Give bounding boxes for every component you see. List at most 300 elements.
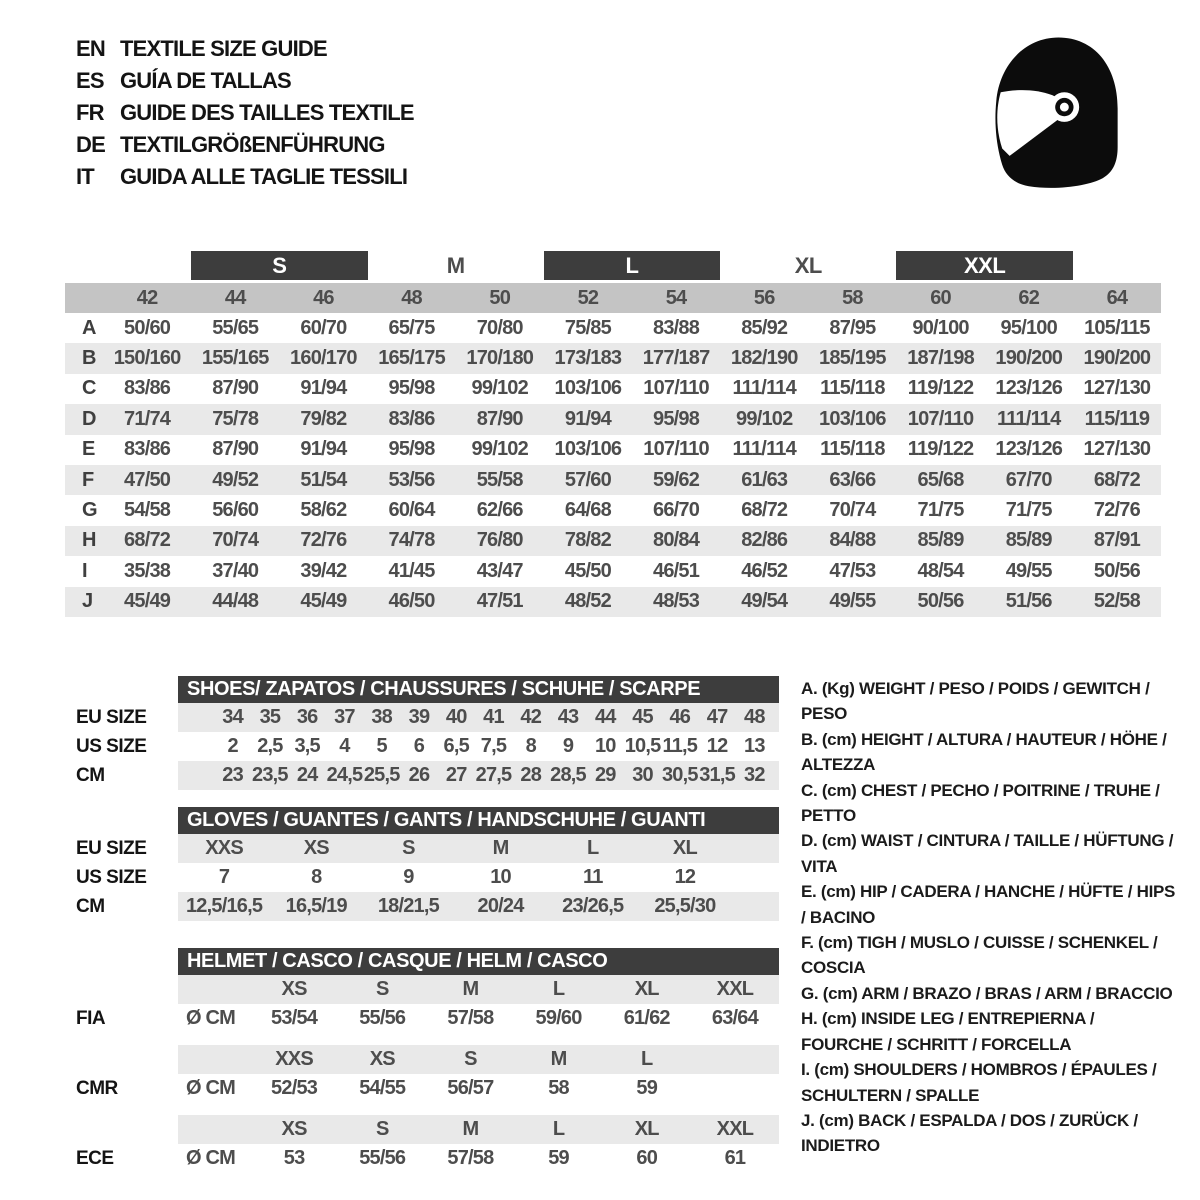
legend-item: J. (cm) BACK / ESPALDA / DOS / ZURÜCK / INDIETRO	[801, 1110, 1138, 1156]
size-value: 52/58	[1093, 590, 1140, 613]
row-label	[65, 1115, 178, 1144]
size-value: 29	[594, 764, 616, 786]
size-value: 49/54	[741, 590, 788, 613]
size-value: 80/84	[653, 529, 700, 552]
language-label: GUÍA DE TALLAS	[120, 68, 291, 93]
legend-item: B. (cm) HEIGHT / ALTURA / HAUTEUR / HÖHE / ALTEZZA	[801, 729, 1167, 775]
size-value: 115/119	[1084, 407, 1150, 430]
size-value: 13	[744, 735, 765, 757]
size-value: 30	[632, 764, 653, 786]
size-value: 57/58	[447, 1147, 494, 1169]
size-label: S	[375, 1118, 389, 1140]
size-value: 28	[520, 764, 542, 786]
row-label	[65, 975, 178, 1004]
unit-label: Ø CM	[186, 1077, 236, 1099]
size-column-header: 44	[224, 286, 246, 309]
row-label: US SIZE	[76, 866, 147, 888]
size-value: 119/122	[907, 438, 974, 461]
row-values	[178, 975, 779, 1004]
row-values	[178, 1074, 779, 1103]
helmet-section-header	[65, 948, 779, 975]
size-value: 41	[483, 706, 504, 728]
size-value: 87/95	[829, 316, 876, 339]
size-value: 111/114	[732, 377, 796, 400]
size-value: 12	[706, 735, 728, 757]
row-values	[178, 1144, 779, 1173]
legend-item: G. (cm) ARM / BRAZO / BRAS / ARM / BRACCIO	[801, 983, 1173, 1003]
size-value: 59	[636, 1077, 658, 1099]
size-value: 103/106	[819, 407, 886, 430]
row-label: CM	[76, 895, 105, 917]
size-value: 3,5	[294, 735, 320, 757]
size-value: 76/80	[476, 529, 523, 552]
size-value: XS	[303, 837, 329, 859]
size-value: 39	[408, 706, 430, 728]
size-band-s: S	[191, 251, 367, 280]
size-value: 35/38	[124, 559, 171, 582]
size-value: 85/92	[741, 316, 788, 339]
size-value: 26	[408, 764, 430, 786]
size-value: 105/115	[1084, 316, 1150, 339]
size-value: 59/62	[653, 468, 700, 491]
size-value: 36	[296, 706, 318, 728]
size-label: M	[550, 1048, 567, 1070]
size-value: 70/80	[476, 316, 523, 339]
size-value: 43/47	[476, 559, 523, 582]
size-value: 78/82	[564, 529, 611, 552]
size-value: 45/49	[300, 590, 347, 613]
size-value: 2	[227, 735, 238, 757]
size-value: 72/76	[300, 529, 347, 552]
size-value: 90/100	[912, 316, 969, 339]
size-value: 190/200	[995, 347, 1063, 370]
size-value: 41/45	[388, 559, 435, 582]
size-value: 68/72	[1093, 468, 1140, 491]
size-band-m: M	[446, 252, 465, 278]
size-value: S	[402, 837, 415, 859]
table-row	[65, 343, 1161, 373]
legend-item: A. (Kg) WEIGHT / PESO / POIDS / GEWITCH / PESO	[801, 679, 1150, 724]
size-value: 190/200	[1083, 347, 1151, 370]
size-value: 165/175	[378, 347, 445, 370]
language-code: FR	[76, 100, 104, 125]
size-value: 47	[706, 706, 728, 728]
size-value: 45/50	[564, 559, 611, 582]
size-value: 155/165	[201, 347, 269, 370]
size-value: 91/94	[564, 407, 611, 430]
size-value: 85/89	[917, 529, 964, 552]
language-code: EN	[76, 36, 105, 61]
helmet-values-row	[65, 1074, 779, 1103]
size-value: 48	[744, 706, 765, 728]
row-values	[178, 1004, 779, 1033]
shoes-title: SHOES/ ZAPATOS / CHAUSSURES / SCHUHE / SCARPE	[178, 676, 779, 703]
language-row	[76, 36, 414, 62]
size-value: 53/56	[388, 468, 435, 491]
language-code: ES	[76, 68, 104, 93]
helmet-title: HELMET / CASCO / CASQUE / HELM / CASCO	[178, 948, 779, 975]
size-value: 50/56	[917, 590, 964, 613]
size-value: 37/40	[212, 559, 259, 582]
size-value: 7,5	[480, 735, 507, 757]
size-value: 70/74	[212, 529, 259, 552]
unit-label: Ø CM	[186, 1007, 236, 1029]
size-value: 185/195	[819, 347, 886, 370]
size-value: 55/65	[212, 316, 259, 339]
size-value: 75/78	[212, 407, 259, 430]
size-value: 43	[557, 706, 579, 728]
row-letter: F	[82, 468, 94, 491]
row-label	[65, 1045, 178, 1074]
size-value: 91/94	[300, 377, 347, 400]
size-value: 9	[403, 866, 414, 888]
size-value: 51/54	[300, 468, 347, 491]
size-value: 49/55	[1005, 559, 1052, 582]
size-value: 115/118	[820, 377, 885, 400]
table-row	[65, 465, 1161, 495]
standard-label: FIA	[76, 1007, 106, 1029]
size-value: 87/90	[212, 438, 259, 461]
size-column-header: 52	[577, 286, 599, 309]
size-value: 40	[445, 706, 467, 728]
row-letter: E	[82, 438, 95, 461]
size-label: L	[641, 1048, 653, 1070]
size-value: 58	[548, 1077, 569, 1099]
size-column-header: 48	[401, 286, 422, 309]
size-value: 107/110	[643, 438, 709, 461]
size-value: 6,5	[443, 735, 469, 757]
size-value: 39/42	[300, 559, 347, 582]
size-value: 10,5	[624, 735, 661, 757]
row-letter: B	[82, 347, 96, 370]
size-value: 55/56	[359, 1007, 406, 1029]
row-values	[178, 863, 779, 892]
table-row	[65, 313, 1161, 343]
row-values	[178, 703, 779, 732]
size-value: 74/78	[388, 529, 435, 552]
size-column-header: 46	[313, 286, 334, 309]
size-value: 46	[669, 706, 691, 728]
size-value: 65/68	[917, 468, 964, 491]
size-value: M	[492, 837, 509, 859]
accessory-sections	[65, 676, 779, 1173]
size-band-xl: XL	[794, 252, 822, 278]
size-value: 123/126	[995, 377, 1063, 400]
size-value: 173/183	[554, 347, 622, 370]
size-value: 12	[674, 866, 696, 888]
size-value: 71/75	[917, 499, 964, 522]
helmet-sizes-row	[65, 1045, 779, 1074]
size-column-header: 58	[842, 286, 863, 309]
size-value: 53	[283, 1147, 305, 1169]
legend-item: F. (cm) TIGH / MUSLO / CUISSE / SCHENKEL / COSCIA	[801, 933, 1158, 978]
size-value: 45/49	[124, 590, 171, 613]
language-code: DE	[76, 132, 105, 157]
table-row	[65, 435, 1161, 465]
size-value: 23/26,5	[562, 895, 624, 917]
size-value: 95/100	[1000, 316, 1057, 339]
size-label: XS	[369, 1048, 395, 1070]
size-number-bar	[65, 283, 1161, 313]
table-row	[65, 495, 1161, 525]
size-label: S	[464, 1048, 477, 1070]
size-value: 59/60	[535, 1007, 582, 1029]
size-value: L	[587, 837, 599, 859]
size-value: 79/82	[300, 407, 347, 430]
helmet-values-row	[65, 1144, 779, 1173]
size-value: 82/86	[741, 529, 788, 552]
size-value: 4	[339, 735, 350, 757]
size-value: 47/50	[124, 468, 171, 491]
size-value: 11	[582, 866, 603, 888]
size-value: 72/76	[1093, 499, 1140, 522]
size-value: 45	[632, 706, 653, 728]
size-value: 20/24	[477, 895, 524, 917]
size-value: 46/52	[741, 559, 788, 582]
size-value: 60/64	[388, 499, 435, 522]
size-value: 87/90	[212, 377, 259, 400]
language-row	[76, 164, 414, 190]
size-value: 111/114	[997, 407, 1061, 430]
size-value: 111/114	[732, 438, 796, 461]
standard-label: CMR	[76, 1077, 118, 1099]
size-value: 28,5	[550, 764, 586, 786]
helmet-values-row	[65, 1004, 779, 1033]
size-label: XXL	[716, 978, 754, 1000]
size-label: L	[552, 1118, 565, 1140]
size-label: M	[462, 978, 479, 1000]
gloves-title: GLOVES / GUANTES / GANTS / HANDSCHUHE / GUANTI	[178, 807, 779, 834]
size-value: 47/53	[829, 559, 876, 582]
size-value: 150/160	[113, 347, 181, 370]
size-value: 75/85	[564, 316, 611, 339]
size-value: 99/102	[471, 438, 528, 461]
size-value: 24	[296, 764, 318, 786]
size-value: 44	[594, 706, 616, 728]
size-value: 2,5	[257, 735, 283, 757]
size-label: XXS	[275, 1048, 313, 1070]
language-row	[76, 100, 414, 126]
size-value: 55/56	[359, 1147, 406, 1169]
size-value: 31,5	[699, 764, 735, 786]
size-value: 56/60	[212, 499, 259, 522]
size-value: 27	[445, 764, 467, 786]
size-value: 107/110	[907, 407, 974, 430]
size-column-header: 56	[753, 286, 775, 309]
size-value: 27,5	[475, 764, 512, 786]
language-label: TEXTILE SIZE GUIDE	[120, 36, 327, 61]
size-value: 49/55	[829, 590, 876, 613]
row-letter: G	[82, 499, 97, 522]
size-value: 58/62	[300, 499, 347, 522]
size-band-row	[65, 251, 1161, 280]
size-value: 84/88	[829, 529, 876, 552]
row-values	[178, 761, 779, 790]
size-value: 68/72	[741, 499, 788, 522]
size-value: 50/56	[1093, 559, 1140, 582]
racing-helmet-icon	[980, 30, 1128, 196]
shoes-row	[65, 761, 779, 790]
row-letter: J	[82, 590, 93, 613]
shoes-section-header	[65, 676, 779, 703]
size-value: 95/98	[388, 438, 435, 461]
size-value: 44/48	[212, 590, 259, 613]
size-value: 65/75	[388, 316, 435, 339]
size-value: 68/72	[124, 529, 171, 552]
legend-item: C. (cm) CHEST / PECHO / POITRINE / TRUHE / PETTO	[801, 780, 1160, 826]
helmet-sizes-row	[65, 1115, 779, 1144]
size-value: 10	[594, 735, 616, 757]
unit-label: Ø CM	[186, 1147, 236, 1169]
size-value: 127/130	[1083, 377, 1151, 400]
row-letter: C	[82, 377, 96, 400]
legend-item: E. (cm) HIP / CADERA / HANCHE / HÜFTE / HIPS / BACINO	[801, 882, 1176, 927]
size-value: 187/198	[907, 347, 974, 370]
size-value: 85/89	[1005, 529, 1052, 552]
size-value: XL	[672, 837, 697, 859]
size-value: 127/130	[1083, 438, 1151, 461]
row-letter: D	[82, 407, 96, 430]
size-value: 59	[548, 1147, 569, 1169]
size-value: 70/74	[829, 499, 876, 522]
legend-item: I. (cm) SHOULDERS / HOMBROS / ÉPAULES / SCHULTERN / SPALLE	[801, 1060, 1157, 1105]
size-value: 7	[218, 866, 230, 888]
size-table-body	[65, 313, 1161, 617]
size-value: 83/86	[388, 407, 435, 430]
row-values	[178, 732, 779, 761]
table-row	[65, 404, 1161, 434]
size-value: 37	[334, 706, 355, 728]
size-label: M	[462, 1118, 479, 1140]
gloves-rows	[65, 834, 779, 921]
size-value: 60	[636, 1147, 658, 1169]
language-label: TEXTILGRÖßENFÜHRUNG	[120, 132, 385, 157]
table-row	[65, 587, 1161, 617]
gloves-row	[65, 834, 779, 863]
row-letter: I	[82, 559, 87, 582]
shoes-row	[65, 732, 779, 761]
size-value: 52/53	[271, 1077, 318, 1099]
standard-label: ECE	[76, 1147, 114, 1169]
size-value: XXS	[205, 837, 243, 859]
row-values	[178, 892, 779, 921]
gloves-section-header	[65, 807, 779, 834]
size-value: 16,5/19	[285, 895, 347, 917]
size-value: 61	[724, 1147, 746, 1169]
size-value: 46/50	[388, 590, 435, 613]
legend-item: D. (cm) WAIST / CINTURA / TAILLE / HÜFTUNG / VITA	[801, 831, 1174, 876]
size-value: 95/98	[388, 377, 435, 400]
size-value: 62/66	[476, 499, 523, 522]
size-value: 48/54	[917, 559, 964, 582]
row-values	[178, 1045, 779, 1074]
language-list	[76, 36, 414, 196]
size-column-header: 64	[1106, 286, 1128, 309]
size-label: XL	[634, 978, 659, 1000]
size-value: 107/110	[643, 377, 709, 400]
size-value: 34	[222, 706, 243, 728]
size-column-header: 60	[930, 286, 951, 309]
size-value: 35	[259, 706, 281, 728]
size-value: 170/180	[466, 347, 534, 370]
language-row	[76, 68, 414, 94]
size-value: 57/60	[564, 468, 611, 491]
row-values	[178, 834, 779, 863]
size-value: 24,5	[326, 764, 363, 786]
size-value: 103/106	[554, 377, 622, 400]
size-value: 87/90	[476, 407, 523, 430]
shoes-rows	[65, 703, 779, 790]
size-label: XS	[281, 978, 307, 1000]
legend-item: H. (cm) INSIDE LEG / ENTREPIERNA / FOURCHE / SCHRITT / FORCELLA	[801, 1009, 1095, 1054]
measurement-legend	[801, 676, 1177, 1159]
table-row	[65, 374, 1161, 404]
gloves-row	[65, 863, 779, 892]
size-label: XS	[281, 1118, 307, 1140]
row-letter: A	[82, 316, 96, 339]
size-value: 8	[311, 866, 322, 888]
size-value: 123/126	[995, 438, 1063, 461]
size-value: 56/57	[447, 1077, 494, 1099]
size-value: 57/58	[447, 1007, 494, 1029]
size-value: 38	[371, 706, 393, 728]
language-row	[76, 132, 414, 158]
size-label: XL	[634, 1118, 659, 1140]
size-value: 6	[413, 735, 425, 757]
size-value: 47/51	[476, 590, 523, 613]
size-value: 83/86	[124, 377, 171, 400]
size-column-header: 42	[136, 286, 158, 309]
row-label: US SIZE	[76, 735, 147, 757]
size-value: 46/51	[653, 559, 700, 582]
size-label: S	[375, 978, 389, 1000]
size-value: 115/118	[820, 438, 885, 461]
size-value: 66/70	[653, 499, 700, 522]
size-value: 50/60	[124, 316, 171, 339]
size-value: 83/86	[124, 438, 171, 461]
gloves-row	[65, 892, 779, 921]
size-value: 119/122	[907, 377, 974, 400]
size-value: 55/58	[476, 468, 523, 491]
language-label: GUIDE DES TAILLES TEXTILE	[120, 100, 414, 125]
size-value: 99/102	[471, 377, 528, 400]
size-value: 71/74	[124, 407, 171, 430]
size-value: 54/58	[124, 499, 171, 522]
size-band-xxl: XXL	[896, 251, 1072, 280]
size-value: 42	[520, 706, 542, 728]
size-value: 30,5	[661, 764, 698, 786]
size-value: 54/55	[359, 1077, 406, 1099]
size-label: L	[552, 978, 565, 1000]
size-value: 177/187	[642, 347, 710, 370]
size-label: XXL	[716, 1118, 754, 1140]
size-value: 10	[490, 866, 511, 888]
size-value: 23,5	[252, 764, 288, 786]
size-value: 23	[222, 764, 243, 786]
table-row	[65, 526, 1161, 556]
size-value: 18/21,5	[377, 895, 439, 917]
size-column-header: 54	[665, 286, 687, 309]
shoes-row	[65, 703, 779, 732]
size-value: 103/106	[554, 438, 622, 461]
size-value: 32	[744, 764, 765, 786]
helmet-sizes-row	[65, 975, 779, 1004]
size-value: 63/66	[829, 468, 876, 491]
helmet-rows	[65, 975, 779, 1173]
size-value: 83/88	[653, 316, 700, 339]
size-value: 64/68	[564, 499, 611, 522]
size-value: 8	[525, 735, 536, 757]
